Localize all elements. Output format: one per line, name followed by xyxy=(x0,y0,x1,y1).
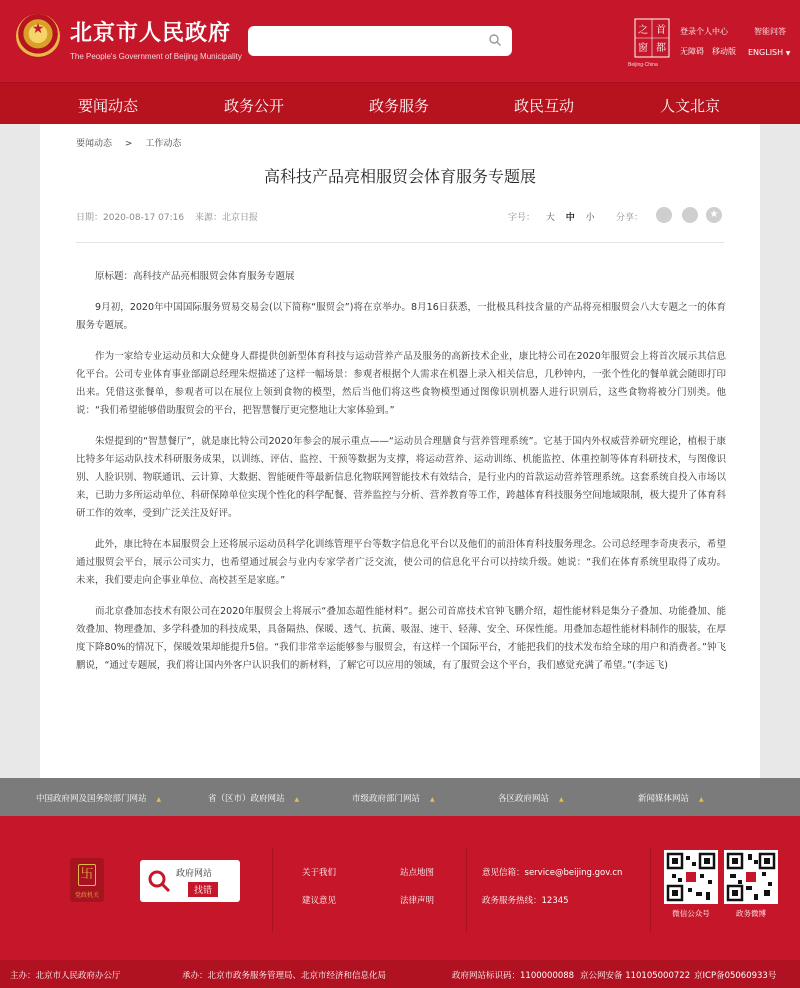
party-gov-badge[interactable] xyxy=(70,858,104,902)
article-source: 来源：北京日报 xyxy=(194,213,258,223)
related-sites-label: 市级政府部门网站 xyxy=(352,794,421,804)
article-paragraph: 而北京叠加态技术有限公司在2020年服贸会上将展示“叠加态超性能材料”。据公司首席技术官钟飞鹏介绍，超性能材料是集分子叠加、功能叠加、能效叠加、物理叠加、多学科叠加的科技成果，具备隔热、保暖、透气、抗菌、吸湿、速干、轻薄、安全、环保性能。用叠加态超性能材料制作的服装，在厚度下降80%的情况下，保暖效果却能提升5倍。“我们非常幸运能够参与服贸会，有这样一个国际平台，才能把我们的技术发布给全球的用户和消费者。”钟飞鹏说，“通过专题展，我们将让国内外客户认识我们的新材料，了解它可以应用的领域，有了服贸会这个平台，我们感觉充满了希望。”(李远飞) xyxy=(76,606,726,671)
organizer-info: 承办：北京市政务服务管理局、北京市经济和信息化局 xyxy=(182,971,387,981)
article-paragraph: 9月初，2020年中国国际服务贸易交易会(以下简称“服贸会”)将在京举办。8月16日获悉，一批极具科技含量的产品将亮相服贸会八大专题之一的体育服务专题展。 xyxy=(76,302,726,331)
share-label: 分享： xyxy=(616,213,644,223)
nav-item-gov-services[interactable]: 政务服务 xyxy=(369,97,430,115)
font-size-control xyxy=(508,210,595,223)
expand-up-icon: ▲ xyxy=(699,796,704,803)
find-error-label: 找错 xyxy=(188,882,218,897)
search-icon[interactable] xyxy=(488,33,502,47)
related-sites-label: 各区政府网站 xyxy=(498,794,550,804)
footer-divider xyxy=(272,848,273,932)
related-sites-label: 省（区市）政府网站 xyxy=(208,794,285,804)
accessibility-link[interactable]: 无障碍 xyxy=(680,47,704,56)
gov-site-label: 政府网站 xyxy=(176,869,213,879)
font-size-medium[interactable]: 中 xyxy=(565,213,575,223)
weibo-share-icon[interactable] xyxy=(682,207,698,223)
related-sites-label: 中国政府网及国务院部门网站 xyxy=(36,794,147,804)
related-sites-label: 新闻媒体网站 xyxy=(638,794,690,804)
breadcrumb-work-news[interactable]: 工作动态 xyxy=(145,139,182,149)
nav-item-interaction[interactable]: 政民互动 xyxy=(514,97,575,115)
related-sites-media[interactable] xyxy=(638,792,704,804)
party-gov-glyph: 卐 xyxy=(80,867,94,882)
icp-record-link[interactable]: 京ICP备05060933号 xyxy=(694,971,777,981)
nav-item-news[interactable]: 要闻动态 xyxy=(78,97,139,115)
related-sites-district[interactable] xyxy=(498,792,564,804)
national-emblem-icon[interactable] xyxy=(16,14,60,58)
smart-qa-link[interactable]: 智能问答 xyxy=(754,27,786,36)
email-info xyxy=(482,866,622,878)
email-label: 意见信箱： xyxy=(482,868,525,878)
police-record-link[interactable]: 京公网安备 110105000722 xyxy=(580,971,691,981)
search-input[interactable] xyxy=(248,26,512,56)
nav-item-culture[interactable]: 人文北京 xyxy=(660,97,721,115)
footer-info-bar xyxy=(0,960,800,988)
hotline-info xyxy=(482,894,569,906)
weibo-qr-caption: 政务微博 xyxy=(736,909,766,918)
expand-up-icon: ▲ xyxy=(294,796,300,803)
font-size-label: 字号： xyxy=(508,213,536,223)
article-title: 高科技产品亮相服贸会体育服务专题展 xyxy=(263,167,536,186)
wechat-share-icon[interactable] xyxy=(656,207,672,223)
related-sites-provincial[interactable] xyxy=(208,792,299,804)
expand-up-icon: ▲ xyxy=(559,796,564,803)
nav-item-gov-affairs[interactable]: 政务公开 xyxy=(224,97,285,115)
article-paragraph: 此外，康比特在本届服贸会上还将展示运动员科学化训练管理平台等数字信息化平台以及他们的前沿体育科技服务理念。公司总经理李奇庚表示，希望通过服贸会平台，展示公司实力，也希望通过展会与业内专家学者广泛交流，使公司的信息化平台可以持续升级。她说：“我们在体育系统里取得了成功。未来，我们要走向企事业单位、高校甚至是家庭。” xyxy=(76,539,726,586)
article-paragraph: 朱煜提到的“智慧餐厅”，就是康比特公司2020年参会的展示重点——“运动员合理膳食与营养管理系统”。它基于国内外权威营养研究理论，植根于康比特多年运动队技术科研服务成果，以训练、评估、监控、干预等数据为支撑，将运动营养、运动训练、机能监控、体重控制等体育科研技术，与图像识别、人脸识别、物联通讯、云计算、大数据、智能硬件等最新信息化物联网智能技术有效结合，是行业内的首款运动营养管理系统。这套系统自投入市场以来，已助力多所运动单位、科研保障单位实现个性化的科学配餐、营养监控与分析、营养教育等工作，跨越体育科技服务空间地域限制，极大提升了体育科研工作的效率，受到广泛关注及好评。 xyxy=(76,436,726,519)
capital-window-logo-icon[interactable] xyxy=(634,18,670,58)
english-label: ENGLISH xyxy=(748,48,784,57)
related-sites-national[interactable] xyxy=(36,792,161,804)
site-title[interactable]: 北京市人民政府 xyxy=(70,21,232,46)
wechat-qr-code xyxy=(664,850,718,904)
footer-divider xyxy=(650,848,651,932)
logo-char-zhi: 之 xyxy=(638,25,648,36)
sitemap-link[interactable]: 站点地图 xyxy=(400,868,435,878)
site-code-info: 政府网站标识码：1100000088 xyxy=(452,971,575,981)
hotline-label: 政务服务热线： xyxy=(482,896,542,906)
logo-caption: Beijing·China xyxy=(628,62,658,68)
mobile-link[interactable]: 移动版 xyxy=(712,47,736,56)
gov-site-error-badge[interactable] xyxy=(140,860,240,902)
article-paragraph: 作为一家给专业运动员和大众健身人群提供创新型体育科技与运动营养产品及服务的高新技术企业，康比特公司在2020年服贸会上将首次展示其信息化平台。公司专业体育事业部副总经理朱煜描述了这样一幅场景：参观者根据个人需求在机器上录入相关信息，几秒钟内，一张个性化的餐单就会随即打印出来。凭借这张餐单，参观者可以在展位上领到食物的模型，然后当他们将这些食物模型通过图像识别机器人进行识别后，这些食物将被分门别类。他说：“我们希望能够借助服贸会的平台，把智慧餐厅更完整地让大家体验到。” xyxy=(76,351,726,416)
meta-divider xyxy=(76,242,724,243)
party-gov-emblem-icon xyxy=(78,864,96,886)
legal-notice-link[interactable]: 法律声明 xyxy=(400,896,435,906)
site-header xyxy=(0,0,800,82)
article-card xyxy=(40,124,760,778)
emblem-star-icon: ★ xyxy=(31,21,45,37)
expand-up-icon: ▲ xyxy=(156,796,162,803)
wechat-qr-caption: 微信公众号 xyxy=(672,909,710,918)
favorite-star-icon[interactable]: ★ xyxy=(706,207,722,223)
logo-char-du: 都 xyxy=(656,43,666,54)
article-date: 日期：2020-08-17 07:16 xyxy=(76,213,185,223)
logo-char-chuang: 窗 xyxy=(638,43,648,54)
party-gov-caption: 党政机关 xyxy=(74,892,99,899)
hotline-value: 12345 xyxy=(541,896,569,906)
font-size-large[interactable]: 大 xyxy=(545,213,555,223)
font-size-small[interactable]: 小 xyxy=(585,213,595,223)
login-link[interactable]: 登录个人中心 xyxy=(680,27,728,36)
weibo-qr-code xyxy=(724,850,778,904)
site-footer xyxy=(0,816,800,960)
suggestions-link[interactable]: 建议意见 xyxy=(302,896,337,906)
magnifier-icon xyxy=(146,868,172,894)
article-paragraph-original-title: 原标题：高科技产品亮相服贸会体育服务专题展 xyxy=(95,271,295,282)
breadcrumb-news[interactable]: 要闻动态 xyxy=(76,139,113,149)
expand-up-icon: ▲ xyxy=(430,796,435,803)
article-meta xyxy=(76,210,266,223)
article-body xyxy=(76,268,726,688)
about-us-link[interactable]: 关于我们 xyxy=(302,868,337,878)
footer-divider xyxy=(466,848,467,932)
breadcrumb xyxy=(76,136,191,149)
chevron-down-icon: ▼ xyxy=(785,50,791,57)
related-sites-municipal[interactable] xyxy=(352,792,435,804)
main-nav xyxy=(0,82,800,124)
logo-char-shou: 首 xyxy=(656,25,666,36)
site-subtitle: The People's Government of Beijing Municipality xyxy=(70,52,242,61)
english-link[interactable] xyxy=(748,48,790,57)
related-sites-bar xyxy=(0,778,800,816)
email-link[interactable]: service@beijing.gov.cn xyxy=(524,868,623,878)
breadcrumb-separator: > xyxy=(124,139,133,149)
host-info: 主办：北京市人民政府办公厅 xyxy=(10,971,121,981)
